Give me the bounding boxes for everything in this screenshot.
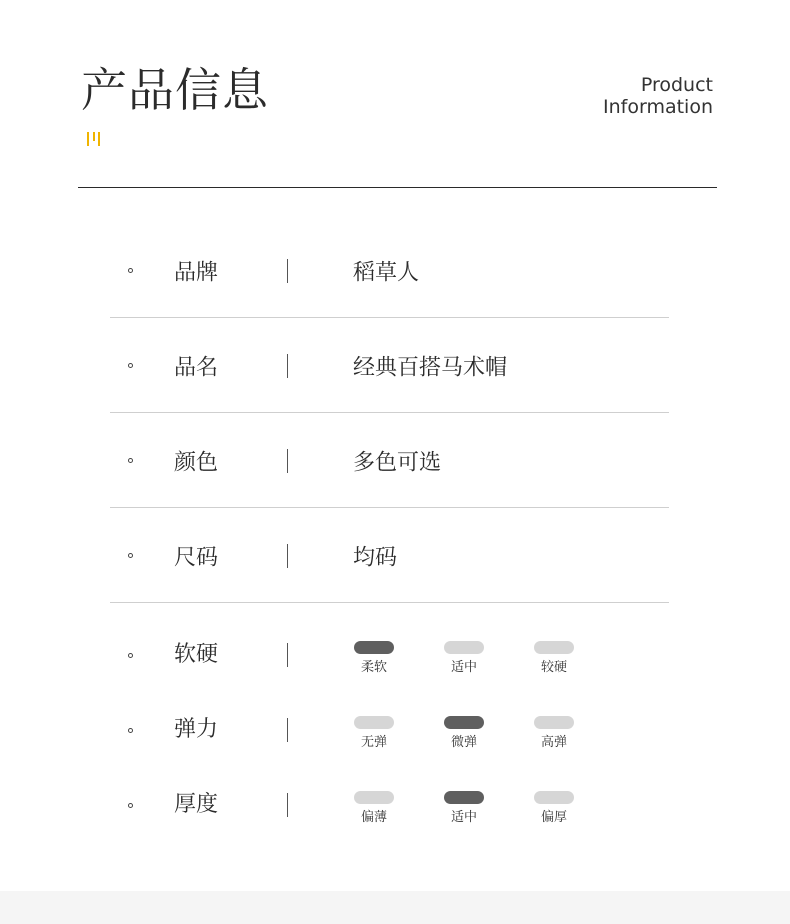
scale-pill <box>354 641 394 654</box>
scale-pill <box>444 791 484 804</box>
scale-option-label: 适中 <box>450 660 477 675</box>
scale-option-label: 高弹 <box>540 735 567 750</box>
scale-option <box>434 641 494 676</box>
bullet-icon <box>128 803 133 808</box>
scale-option-selected <box>434 791 494 826</box>
scale-pill <box>534 791 574 804</box>
info-label: 颜色 <box>174 450 219 475</box>
scale-option-label: 偏厚 <box>540 810 567 825</box>
info-row-size <box>110 508 669 603</box>
vertical-divider <box>287 449 288 473</box>
scale-option-label: 较硬 <box>540 660 567 675</box>
scale-row-softness <box>110 641 669 691</box>
accent-mark-icon <box>87 132 100 146</box>
vertical-divider <box>287 544 288 568</box>
scale-label: 弹力 <box>174 717 219 742</box>
subtitle-line-2: Information <box>603 96 713 118</box>
info-row-product-name <box>110 318 669 413</box>
scale-option-selected <box>344 641 404 676</box>
scale-option-label: 适中 <box>450 810 477 825</box>
scale-row-elasticity <box>110 716 669 766</box>
scale-pill <box>444 716 484 729</box>
header-divider <box>78 187 717 188</box>
scale-option <box>344 716 404 751</box>
subtitle-line-1: Product <box>640 74 713 96</box>
info-label: 品牌 <box>174 260 219 285</box>
scale-pill <box>354 791 394 804</box>
scale-pill <box>354 716 394 729</box>
info-row-color <box>110 413 669 508</box>
bullet-icon <box>128 553 133 558</box>
scale-option-label: 无弹 <box>360 735 387 750</box>
bullet-icon <box>128 458 133 463</box>
scale-pill <box>534 716 574 729</box>
info-label: 尺码 <box>174 545 219 570</box>
bullet-icon <box>128 268 133 273</box>
vertical-divider <box>287 354 288 378</box>
info-label: 品名 <box>174 355 219 380</box>
bullet-icon <box>128 728 133 733</box>
scale-option-label: 柔软 <box>360 660 387 675</box>
info-row-brand <box>110 223 669 318</box>
page-subtitle-en <box>603 74 713 118</box>
info-value: 稻草人 <box>353 260 420 285</box>
scale-option-label: 微弹 <box>450 735 477 750</box>
scale-label: 厚度 <box>174 792 219 817</box>
row-divider <box>110 602 669 603</box>
scale-option <box>524 641 584 676</box>
scale-pill <box>534 641 574 654</box>
vertical-divider <box>287 643 288 667</box>
scale-option <box>344 791 404 826</box>
scale-option-selected <box>434 716 494 751</box>
bullet-icon <box>128 363 133 368</box>
vertical-divider <box>287 259 288 283</box>
scale-label: 软硬 <box>174 642 219 667</box>
scale-option-label: 偏薄 <box>360 810 387 825</box>
page-title: 产品信息 <box>81 63 269 117</box>
info-value: 多色可选 <box>353 450 442 475</box>
info-value: 经典百搭马术帽 <box>353 355 508 380</box>
scale-pill <box>444 641 484 654</box>
footer-band <box>0 891 790 924</box>
vertical-divider <box>287 718 288 742</box>
scale-option <box>524 716 584 751</box>
info-value: 均码 <box>353 545 398 570</box>
scale-option <box>524 791 584 826</box>
scale-row-thickness <box>110 791 669 841</box>
bullet-icon <box>128 653 133 658</box>
vertical-divider <box>287 793 288 817</box>
